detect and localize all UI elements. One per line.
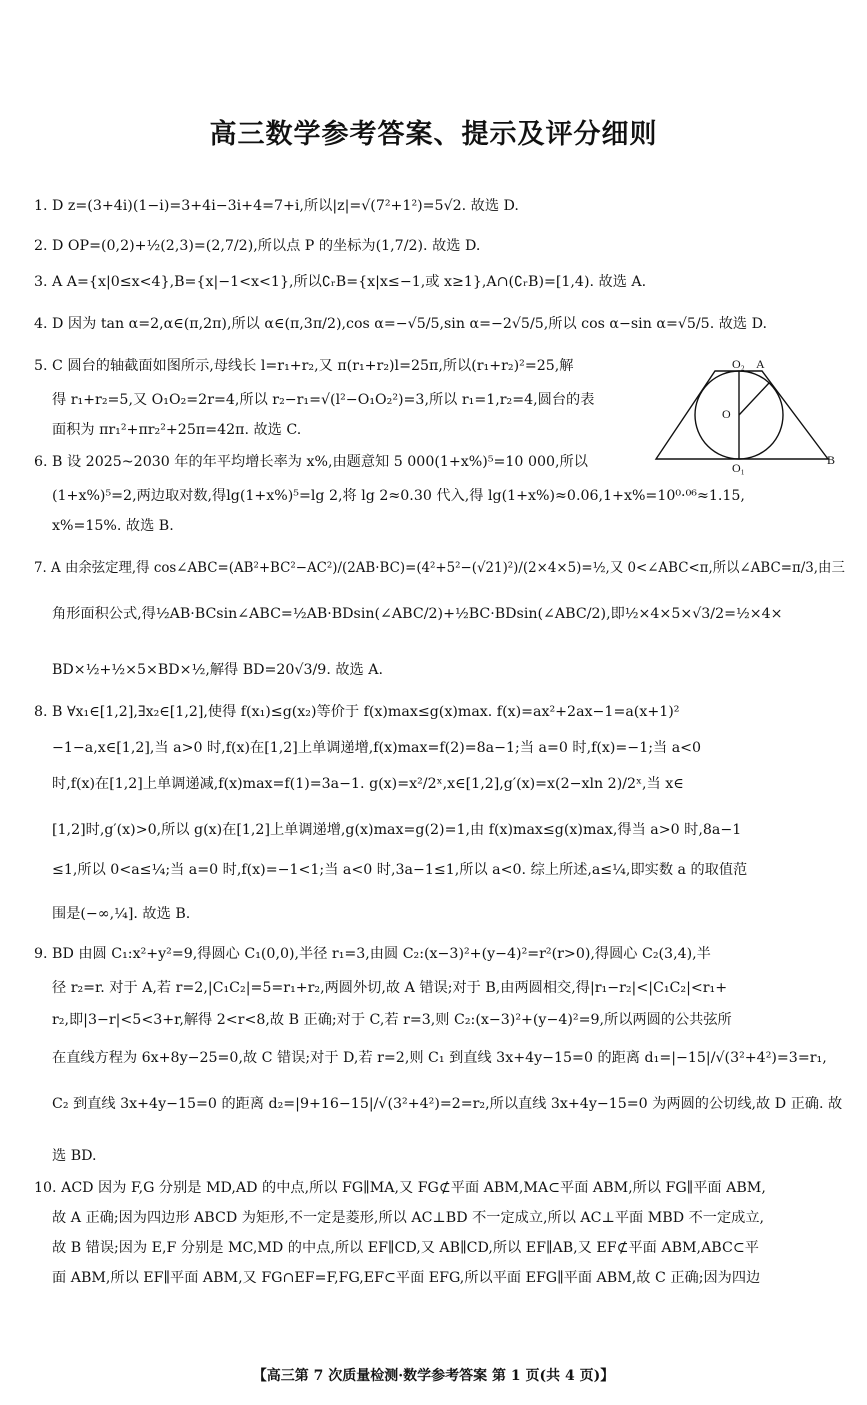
page-footer: 【高三第 7 次质量检测·数学参考答案 第 1 页(共 4 页)】	[252, 1368, 615, 1384]
answer-line: 9. BD 由圆 C₁:x²+y²=9,得圆心 C₁(0,0),半径 r₁=3,由圆 C₂:(x−3)²+(y−4)²=r²(r>0),得圆心 C₂(3,4),半	[34, 946, 711, 962]
answer-line: BD×½+½×5×BD×½,解得 BD=20√3/9. 故选 A.	[52, 662, 383, 678]
answer-line: 故 B 错误;因为 E,F 分别是 MC,MD 的中点,所以 EF∥CD,又 AB∥CD,所以 EF∥AB,又 EF⊄平面 ABM,ABC⊂平	[52, 1240, 759, 1256]
answer-line: −1−a,x∈[1,2],当 a>0 时,f(x)在[1,2]上单调递增,f(x)max=f(2)=8a−1;当 a=0 时,f(x)=−1;当 a<0	[52, 740, 702, 756]
answer-line: 5. C 圆台的轴截面如图所示,母线长 l=r₁+r₂,又 π(r₁+r₂)l=25π,所以(r₁+r₂)²=25,解	[34, 358, 574, 374]
answer-line: 得 r₁+r₂=5,又 O₁O₂=2r=4,所以 r₂−r₁=√(l²−O₁O₂²)=3,所以 r₁=1,r₂=4,圆台的表	[52, 392, 595, 408]
answer-line: 1. D z=(3+4i)(1−i)=3+4i−3i+4=7+i,所以|z|=√(7²+1²)=5√2. 故选 D.	[34, 198, 519, 214]
answer-line: 围是(−∞,¼]. 故选 B.	[52, 906, 191, 922]
answer-line: r₂,即|3−r|<5<3+r,解得 2<r<8,故 B 正确;对于 C,若 r=3,则 C₂:(x−3)²+(y−4)²=9,所以两圆的公共弦所	[52, 1012, 732, 1028]
answer-line: [1,2]时,g′(x)>0,所以 g(x)在[1,2]上单调递增,g(x)max=g(2)=1,由 f(x)max≤g(x)max,得当 a>0 时,8a−1	[52, 822, 742, 838]
answer-line: 8. B ∀x₁∈[1,2],∃x₂∈[1,2],使得 f(x₁)≤g(x₂)等价于 f(x)max≤g(x)max. f(x)=ax²+2ax−1=a(x+1)²	[34, 704, 680, 720]
answer-line: 选 BD.	[52, 1148, 97, 1164]
trapezoid-section	[656, 371, 828, 459]
answer-line: ≤1,所以 0<a≤¼;当 a=0 时,f(x)=−1<1;当 a<0 时,3a−1≤1,所以 a<0. 综上所述,a≤¼,即实数 a 的取值范	[52, 862, 748, 878]
label-o: O	[722, 407, 731, 421]
page-title: 高三数学参考答案、提示及评分细则	[209, 119, 658, 150]
answer-line: 3. A A={x|0≤x<4},B={x|−1<x<1},所以∁ᵣB={x|x≤−1,或 x≥1},A∩(∁ᵣB)=[1,4). 故选 A.	[34, 274, 647, 290]
radius-line	[739, 383, 769, 415]
label-b: B	[827, 453, 836, 467]
answer-line: 4. D 因为 tan α=2,α∈(π,2π),所以 α∈(π,3π/2),cos α=−√5/5,sin α=−2√5/5,所以 cos α−sin α=√5/5. 故选 D.	[34, 316, 767, 332]
label-a: A	[756, 357, 765, 371]
answer-line: x%=15%. 故选 B.	[52, 518, 174, 534]
answer-line: 面 ABM,所以 EF∥平面 ABM,又 FG∩EF=F,FG,EF⊂平面 EFG,所以平面 EFG∥平面 ABM,故 C 正确;因为四边	[52, 1270, 761, 1286]
answer-line: 10. ACD 因为 F,G 分别是 MD,AD 的中点,所以 FG∥MA,又 FG⊄平面 ABM,MA⊂平面 ABM,所以 FG∥平面 ABM,	[34, 1180, 766, 1196]
answer-line: 7. A 由余弦定理,得 cos∠ABC=(AB²+BC²−AC²)/(2AB·BC)=(4²+5²−(√21)²)/(2×4×5)=½,又 0<∠ABC<π,所以∠ABC=π/3,由三	[34, 560, 845, 576]
answer-line: 在直线方程为 6x+8y−25=0,故 C 错误;对于 D,若 r=2,则 C₁ 到直线 3x+4y−15=0 的距离 d₁=|−15|/√(3²+4²)=3=r₁,	[52, 1050, 827, 1066]
answer-line: 径 r₂=r. 对于 A,若 r=2,|C₁C₂|=5=r₁+r₂,两圆外切,故 A 错误;对于 B,由两圆相交,得|r₁−r₂|<|C₁C₂|<r₁+	[52, 980, 728, 996]
frustum-figure	[650, 356, 840, 476]
label-o2: O₂	[732, 357, 745, 371]
answer-line: C₂ 到直线 3x+4y−15=0 的距离 d₂=|9+16−15|/√(3²+4²)=2=r₂,所以直线 3x+4y−15=0 为两圆的公切线,故 D 正确. 故	[52, 1096, 843, 1112]
label-o1: O₁	[732, 461, 745, 475]
answer-line: 时,f(x)在[1,2]上单调递减,f(x)max=f(1)=3a−1. g(x)=x²/2ˣ,x∈[1,2],g′(x)=x(2−xln 2)/2ˣ,当 x∈	[52, 776, 684, 792]
answer-line: (1+x%)⁵=2,两边取对数,得lg(1+x%)⁵=lg 2,将 lg 2≈0.30 代入,得 lg(1+x%)≈0.06,1+x%=10⁰·⁰⁶≈1.15,	[52, 488, 745, 504]
answer-line: 故 A 正确;因为四边形 ABCD 为矩形,不一定是菱形,所以 AC⊥BD 不一定成立,所以 AC⊥平面 MBD 不一定成立,	[52, 1210, 765, 1226]
answer-line: 面积为 πr₁²+πr₂²+25π=42π. 故选 C.	[52, 422, 302, 438]
answer-line: 6. B 设 2025~2030 年的年平均增长率为 x%,由题意知 5 000(1+x%)⁵=10 000,所以	[34, 454, 588, 470]
answer-line: 2. D OP=(0,2)+½(2,3)=(2,7/2),所以点 P 的坐标为(1,7/2). 故选 D.	[34, 238, 481, 254]
answer-line: 角形面积公式,得½AB·BCsin∠ABC=½AB·BDsin(∠ABC/2)+½BC·BDsin(∠ABC/2),即½×4×5×√3/2=½×4×	[52, 606, 783, 622]
